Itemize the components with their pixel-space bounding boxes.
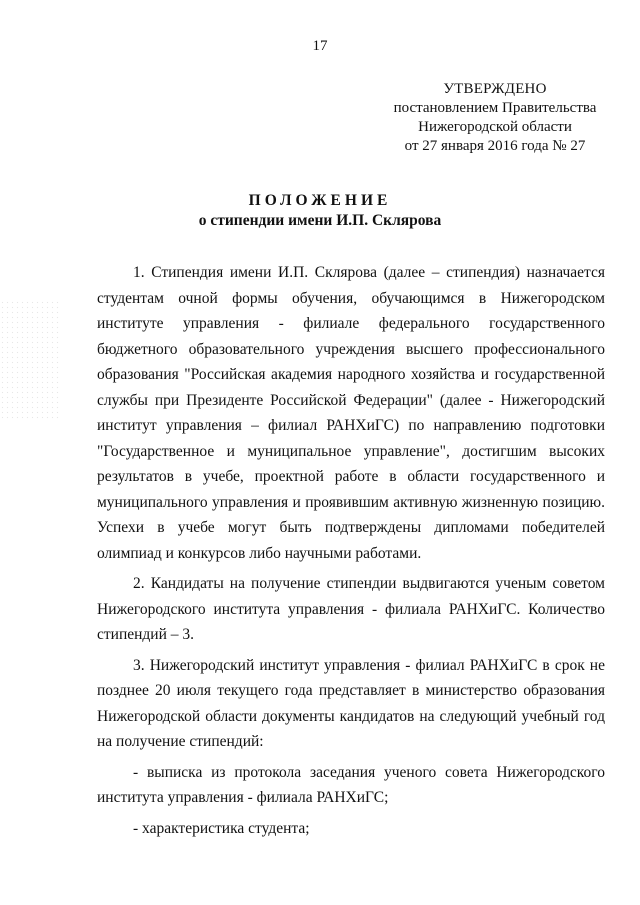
paragraph-2: 2. Кандидаты на получение стипендии выдвигаются ученым советом Нижегородского института управления - филиала РАНХиГС. Количество стипендий – 3. [97, 575, 605, 643]
approval-block [380, 80, 610, 156]
title-heading: ПОЛОЖЕНИЕ [248, 192, 392, 209]
document-title [0, 191, 640, 231]
approval-line: от 27 января 2016 года № 27 [404, 138, 586, 154]
paragraph-3: 3. Нижегородский институт управления - филиал РАНХиГС в срок не позднее 20 июля текущего года представляет в министерство образования Нижегородской области документы кандидатов на следующий учебный год на получение стипендий: [97, 656, 605, 750]
document-body [97, 260, 605, 841]
list-item: - выписка из протокола заседания ученого совета Нижегородского института управления - филиала РАНХиГС; [97, 763, 605, 806]
list-item: - характеристика студента; [133, 819, 310, 837]
paragraph-1: 1. Стипендия имени И.П. Склярова (далее – стипендия) назначается студентам очной формы обучения, обучающимся в Нижегородском институте управления - филиале федерального государственного бюджетного образовательного учреждения высшего профессионального образования "Российская академия народного хозяйства и государственной службы при Президенте Российской Федерации" (далее - Нижегородский институт управления – филиал РАНХиГС) по направлению подготовки "Государственное и муниципальное управление", достигшим высоких результатов в учебе, проектной работе в области государственного и муниципального управления и проявившим активную жизненную позицию. Успехи в учебе могут быть подтверждены дипломами победителей олимпиад и конкурсов либо научными работами. [97, 264, 605, 562]
approval-line: Нижегородской области [418, 119, 572, 135]
title-subheading: о стипендии имени И.П. Склярова [198, 212, 442, 229]
approval-stamp: УТВЕРЖДЕНО [443, 81, 547, 97]
page-number: 17 [312, 38, 328, 54]
approval-line: постановлением Правительства [393, 100, 597, 116]
scan-artifact [0, 300, 60, 420]
